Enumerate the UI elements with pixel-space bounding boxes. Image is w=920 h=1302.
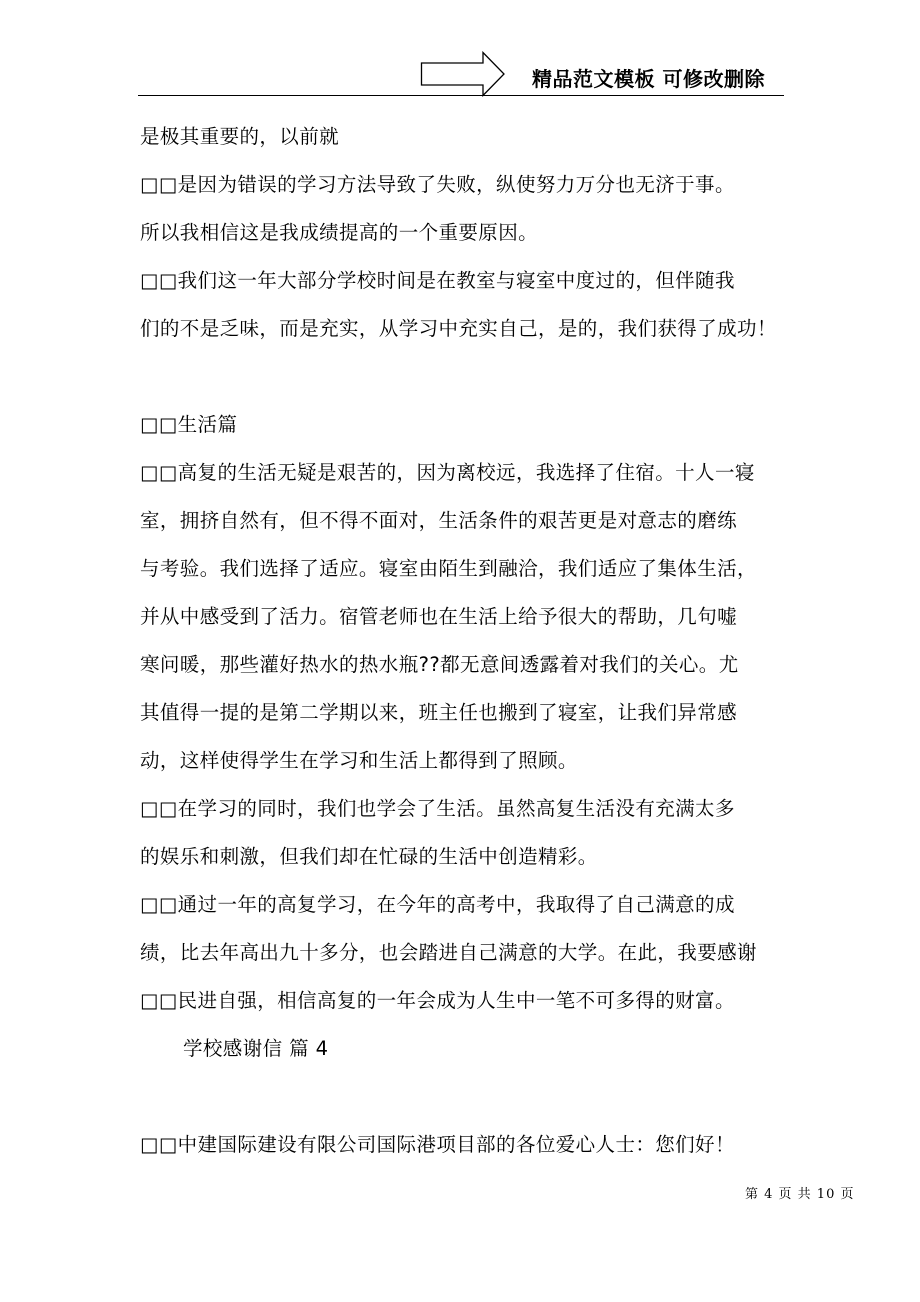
section-heading: □□生活篇 (140, 413, 238, 436)
text-line: 与考验。我们选择了适应。寝室由陌生到融洽，我们适应了集体生活， (140, 557, 757, 580)
page-number: 第 4 页 共 10 页 (745, 1187, 855, 1202)
text-line: 是极其重要的，以前就 (140, 125, 340, 148)
text-line: □□中建国际建设有限公司国际港项目部的各位爱心人士：您们好！ (140, 1133, 735, 1156)
text-line: 动，这样使得学生在学习和生活上都得到了照顾。 (140, 749, 578, 772)
section-title: 学校感谢信 篇 4 (183, 1037, 329, 1060)
text-line: □□通过一年的高复学习，在今年的高考中，我取得了自己满意的成 (140, 893, 735, 916)
text-line: □□是因为错误的学习方法导致了失败，纵使努力万分也无济于事。 (140, 173, 735, 196)
text-line: 并从中感受到了活力。宿管老师也在生活上给予很大的帮助，几句嘘 (140, 605, 738, 628)
text-line: □□在学习的同时，我们也学会了生活。虽然高复生活没有充满太多 (140, 797, 735, 820)
header-divider (138, 95, 784, 96)
text-line: 其值得一提的是第二学期以来，班主任也搬到了寝室，让我们异常感 (140, 701, 738, 724)
arrow-right-icon (420, 51, 506, 97)
text-line: □□高复的生活无疑是艰苦的，因为离校远，我选择了住宿。十人一寝 (140, 461, 755, 484)
text-line: 绩，比去年高出九十多分，也会踏进自己满意的大学。在此，我要感谢 (140, 941, 757, 964)
text-line: 们的不是乏味，而是充实，从学习中充实自己，是的，我们获得了成功！ (140, 317, 777, 340)
text-line: □□民进自强，相信高复的一年会成为人生中一笔不可多得的财富。 (140, 989, 735, 1012)
text-line: 室，拥挤自然有，但不得不面对，生活条件的艰苦更是对意志的磨练 (140, 509, 738, 532)
text-line: □□我们这一年大部分学校时间是在教室与寝室中度过的，但伴随我 (140, 269, 735, 292)
header-label: 精品范文模板 可修改删除 (532, 67, 765, 91)
text-line: 寒问暖，那些灌好热水的热水瓶??都无意间透露着对我们的关心。尤 (140, 653, 739, 676)
text-line: 所以我相信这是我成绩提高的一个重要原因。 (140, 221, 539, 244)
text-line: 的娱乐和刺激，但我们却在忙碌的生活中创造精彩。 (140, 845, 598, 868)
